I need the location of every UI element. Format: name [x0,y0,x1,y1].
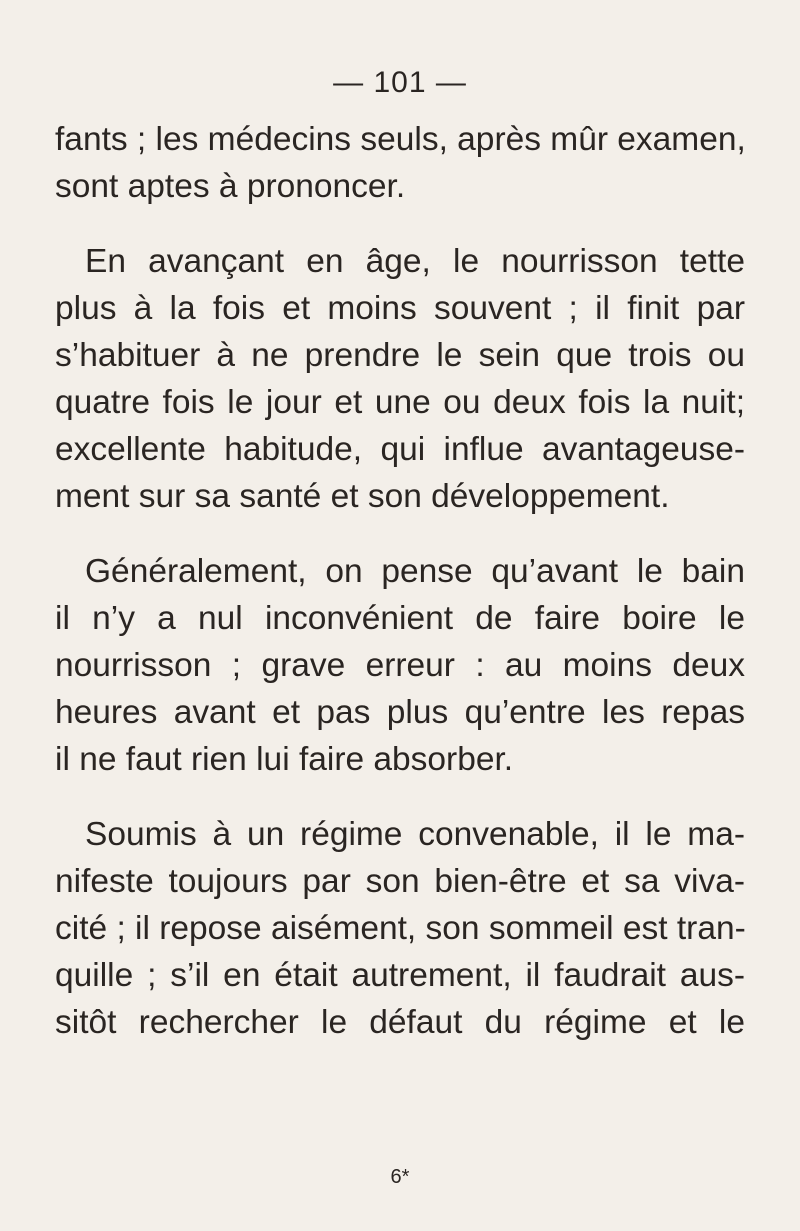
text-line: excellente habitude, qui influe avantageuse- [55,431,745,468]
text-line: ment sur sa santé et son développement. [55,478,670,515]
text-line: Généralement, on pense qu’avant le bain [85,553,745,590]
text-line: nourrisson ; grave erreur : au moins deux [55,647,745,684]
page-number-header: — 101 — [333,66,467,99]
text-line: quille ; s’il en était autrement, il faudrait aus- [55,957,745,994]
text-line: quatre fois le jour et une ou deux fois la nuit; [55,384,745,421]
text-line: sitôt rechercher le défaut du régime et le [55,1004,745,1041]
text-line: nifeste toujours par son bien-être et sa viva- [55,863,745,900]
text-line: il n’y a nul inconvénient de faire boire le [55,600,745,637]
text-line: Soumis à un régime convenable, il le ma- [85,816,745,853]
text-line: cité ; il repose aisément, son sommeil est tran- [55,910,746,947]
text-line: heures avant et pas plus qu’entre les repas [55,694,745,731]
text-line: il ne faut rien lui faire absorber. [55,741,514,778]
text-line: s’habituer à ne prendre le sein que trois ou [55,337,745,374]
text-line: sont aptes à prononcer. [55,168,406,205]
paragraph [55,116,745,210]
paragraph [55,238,745,520]
text-line: En avançant en âge, le nourrisson tette [85,243,745,280]
paragraph [55,811,745,1046]
page-body [55,116,745,1046]
text-line: plus à la fois et moins souvent ; il finit par [55,290,745,327]
text-line: fants ; les médecins seuls, après mûr examen, [55,121,746,158]
signature-mark: 6* [390,1166,410,1188]
paragraph [55,548,745,783]
